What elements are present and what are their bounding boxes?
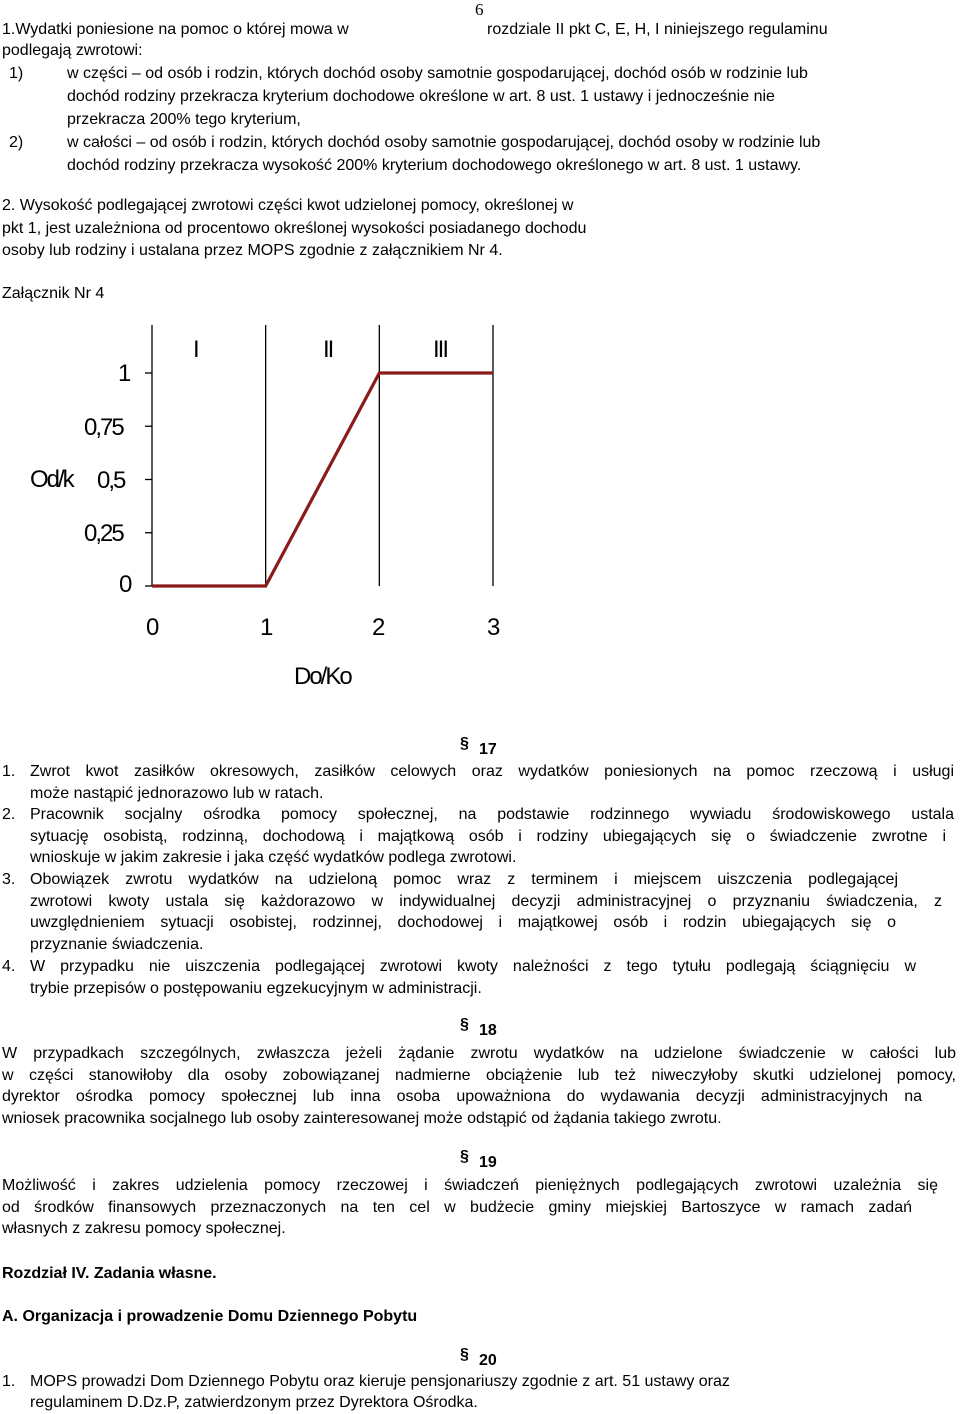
item-line: zwrotowi kwoty ustala się każdorazowo w indywidualnej decyzji administracyjnej o przyznaniu świadczenia, z — [30, 892, 942, 910]
item-number: 1. — [2, 763, 16, 780]
section-number: 20 — [479, 1352, 497, 1369]
item-line: Zwrot kwot zasiłków okresowych, zasiłków celowych oraz wydatków poniesionych na pomoc rzeczową i usługi — [30, 763, 954, 780]
item-number: 2. — [2, 806, 16, 823]
series-line — [152, 373, 493, 586]
s18-paragraph — [2, 1043, 956, 1129]
section-sign: § — [460, 1148, 469, 1165]
y-tick-label: 0,5 — [97, 467, 125, 494]
intro-item2-line: dochód rodziny przekracza wysokość 200% kryterium dochodowego określonego w art. 8 ust. 1 ustawy. — [67, 157, 802, 174]
item-line: W przypadku nie uiszczenia podlegającej zwrotowi kwoty należności z tego tytułu podlegają ściągnięciu w — [30, 958, 916, 975]
intro-item2-number: 2) — [9, 134, 24, 151]
chapter-heading: Rozdział IV. Zadania własne. — [2, 1265, 217, 1282]
item-line: Obowiązek zwrotu wydatków na udzieloną pomoc wraz z terminem i miejscem uiszczenia podlegającej — [30, 871, 898, 888]
s17-item — [2, 869, 954, 957]
y-tick-label: 0 — [119, 571, 131, 598]
paragraph-line: od środków finansowych przeznaczonych na ten cel w budżecie gminy miejskiej Bartoszyce w ramach zadań — [2, 1198, 912, 1216]
paragraph-line: wniosek pracownika socjalnego lub osoby zainteresowanej może odstąpić od żądania takiego zwrotu. — [2, 1109, 722, 1127]
intro-item2-line: w całości – od osób i rodzin, których dochód osoby samotnie gospodarującej, dochód osoby w rodzinie lub — [67, 134, 821, 151]
item-line: Pracownik socjalny ośrodka pomocy społecznej, na podstawie rodzinnego wywiadu środowiskowego ustala — [30, 806, 954, 823]
y-tick-label: 0,75 — [84, 414, 123, 441]
item-line: wnioskuje w jakim zakresie i jaka część wydatków podlega zwrotowi. — [30, 849, 517, 866]
section-number: 17 — [479, 741, 497, 758]
intro-item1-number: 1) — [9, 65, 24, 82]
zone-label: III — [433, 336, 448, 363]
para2-line: osoby lub rodziny i ustalana przez MOPS zgodnie z załącznikiem Nr 4. — [2, 242, 503, 259]
intro-item1-line: dochód rodziny przekracza kryterium dochodowe określone w art. 8 ust. 1 ustawy i jednocześnie nie — [67, 88, 775, 105]
zone-label: I — [193, 336, 198, 363]
intro-line-2: podlegają zwrotowi: — [2, 42, 143, 59]
x-tick-label: 0 — [146, 614, 158, 641]
s17-item — [2, 956, 954, 1000]
item-line: regulaminem D.Dz.P, zatwierdzonym przez Dyrektora Ośrodka. — [30, 1394, 478, 1411]
section-sign: § — [460, 1016, 469, 1033]
s20-item — [2, 1371, 954, 1414]
intro-line-right: rozdziale II pkt C, E, H, I niniejszego regulaminu — [487, 21, 828, 38]
annex-title: Załącznik Nr 4 — [2, 285, 105, 302]
item-number: 4. — [2, 958, 16, 975]
s19-paragraph — [2, 1175, 942, 1240]
intro-item1-line: przekracza 200% tego kryterium, — [67, 111, 301, 128]
section-sign: § — [460, 735, 469, 752]
s17-item — [2, 804, 954, 870]
x-axis-label: Do/Ko — [294, 663, 351, 690]
intro-item1-line: w części – od osób i rodzin, których dochód osoby samotnie gospodarującej, dochód osób w rodzinie lub — [67, 65, 808, 82]
item-number: 1. — [2, 1373, 16, 1390]
paragraph-line: Możliwość i zakres udzielenia pomocy rzeczowej i świadczeń pieniężnych podlegających zwrotowi uzależnia się — [2, 1177, 938, 1194]
section-number: 19 — [479, 1154, 497, 1171]
s17-item — [2, 761, 954, 805]
paragraph-line: W przypadkach szczególnych, zwłaszcza jeżeli żądanie zwrotu wydatków na udzielone świadczenie w całości lub — [2, 1045, 956, 1062]
intro-line-left: 1.Wydatki poniesione na pomoc o której mowa w — [2, 21, 349, 38]
y-tick-label: 0,25 — [84, 520, 123, 547]
x-tick-label: 3 — [487, 614, 499, 641]
subheading: A. Organizacja i prowadzenie Domu Dziennego Pobytu — [2, 1308, 418, 1325]
section-number: 18 — [479, 1022, 497, 1039]
item-line: MOPS prowadzi Dom Dziennego Pobytu oraz kieruje pensjonariuszy zgodnie z art. 51 ustawy oraz — [30, 1373, 730, 1390]
x-tick-label: 1 — [260, 614, 272, 641]
item-line: trybie przepisów o postępowaniu egzekucyjnym w administracji. — [30, 979, 482, 997]
y-tick-label: 1 — [118, 360, 130, 387]
page-number: 6 — [475, 0, 484, 19]
item-line: przyznanie świadczenia. — [30, 935, 204, 953]
paragraph-line: własnych z zakresu pomocy społecznej. — [2, 1220, 286, 1237]
item-number: 3. — [2, 871, 16, 888]
para2-line: 2. Wysokość podlegającej zwrotowi części kwot udzielonej pomocy, określonej w — [2, 197, 574, 214]
zone-label: II — [323, 336, 333, 363]
section-sign: § — [460, 1346, 469, 1363]
x-tick-label: 2 — [372, 614, 384, 641]
item-line: może nastąpić jednorazowo lub w ratach. — [30, 784, 324, 802]
item-line: uwzględnieniem sytuacji osobistej, rodzinnej, dochodowej i majątkowej osób i rodzin ubiegających się o — [30, 914, 896, 931]
y-axis-label: Od/k — [30, 466, 73, 493]
paragraph-line: w części stanowiłoby dla osoby zobowiązanej nadmierne obciążenie lub też niweczyłoby skutki udzielonej pomocy, — [2, 1066, 956, 1084]
item-line: sytuację osobistą, rodzinną, dochodową i majątkową osób i rodziny ubiegających się o świadczenie zwrotne i — [30, 827, 946, 845]
paragraph-line: dyrektor ośrodka pomocy społecznej lub inna osoba upoważniona do wydawania decyzji administracyjnych na — [2, 1088, 922, 1105]
para2-line: pkt 1, jest uzależniona od procentowo określonej wysokości posiadanego dochodu — [2, 220, 587, 237]
